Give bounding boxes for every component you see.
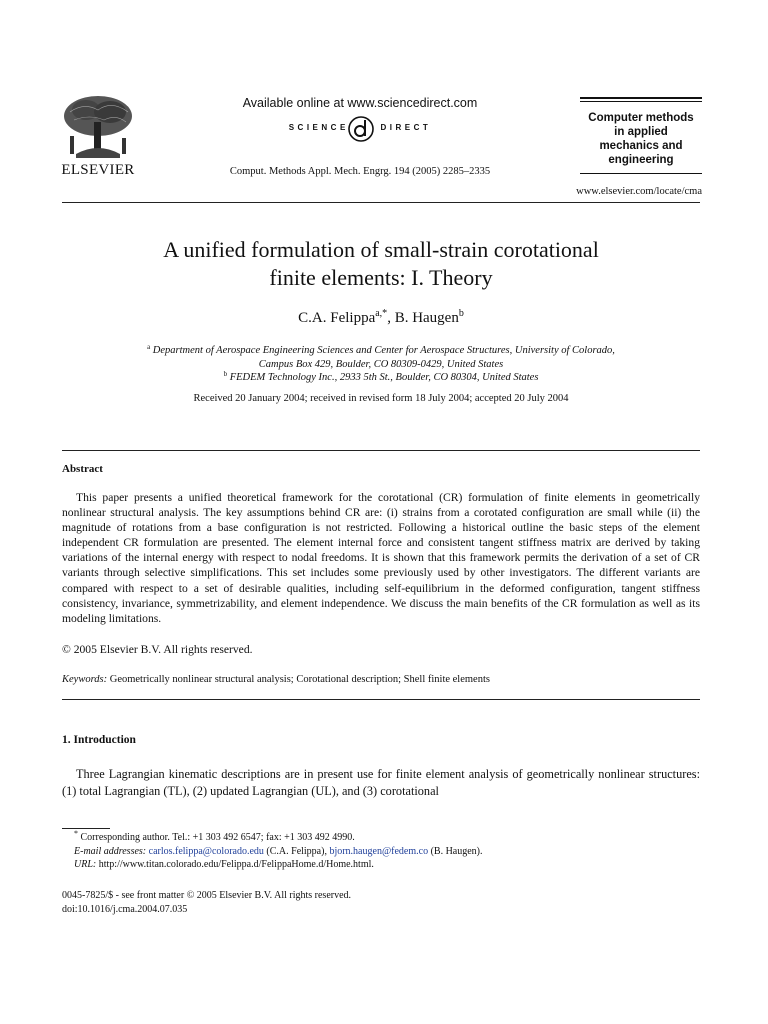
footnote-rule [62,828,110,829]
section-1-heading: 1. Introduction [62,734,136,746]
footnotes [62,828,700,872]
affiliation-b-mark: b [223,369,228,378]
journal-title: Computer methods in applied mechanics and engineering [588,112,694,166]
abstract-bottom-rule [62,699,700,700]
affiliation-b-text: FEDEM Technology Inc., 2933 5th St., Boulder, CO 80304, United States [229,372,539,383]
homepage-url-link[interactable]: http://www.titan.colorado.edu/Felippa.d/FelippaHome.d/Home.html. [98,859,374,870]
elsevier-logo [56,92,140,178]
journal-url-link[interactable]: www.elsevier.com/locate/cma [576,186,702,197]
journal-title-rule-bottom [580,173,702,174]
sciencedirect-logo [230,114,490,144]
journal-title-rule-top [580,97,702,99]
keywords-label: Keywords: [62,674,108,685]
author-felippa: C.A. Felippa [298,310,376,326]
journal-reference: Comput. Methods Appl. Mech. Engrg. 194 (2005) 2285–2335 [229,166,491,177]
footnote-corresponding [62,828,700,845]
footer-doi: doi:10.1016/j.cma.2004.07.035 [62,904,188,915]
affiliation-b [62,371,700,385]
abstract-heading: Abstract [62,463,103,475]
email-haugen-link[interactable]: bjorn.haugen@fedem.co [329,845,429,857]
affiliation-a-line-1: Department of Aerospace Engineering Sciences and Center for Aerospace Structures, University of Colorado, [152,345,615,356]
footer-issn: 0045-7825/$ - see front matter © 2005 Elsevier B.V. All rights reserved. [62,890,352,901]
affiliations [62,344,700,385]
footnote-mark: * [74,828,78,838]
footer [62,889,700,917]
author-haugen: B. Haugen [394,310,459,326]
article-title-line-2: finite elements: I. Theory [269,265,493,290]
elsevier-wordmark: ELSEVIER [61,162,135,178]
article-title-line-1: A unified formulation of small-strain corotational [163,237,599,262]
email-felippa-link[interactable]: carlos.felippa@colorado.edu [148,845,264,857]
available-online-text: Available online at www.sciencedirect.com [242,96,478,110]
header-rule [62,202,700,203]
email-label: E-mail addresses: [74,845,147,857]
abstract-copyright: © 2005 Elsevier B.V. All rights reserved. [62,643,253,656]
footnote-corresponding-text: Corresponding author. Tel.: +1 303 492 6547; fax: +1 303 492 4990. [80,832,355,843]
email-haugen-name: (B. Haugen). [428,845,483,857]
affiliation-a-mark: a [147,342,151,351]
footnote-url [62,858,700,872]
journal-title-block [580,97,702,174]
author-haugen-marks: b [458,308,464,319]
abstract-body: This paper presents a unified theoretical framework for the corotational (CR) formulation of finite elements in geometrically nonlinear structural analysis. The key assumptions behind CR are: (i) strains from a corotated configuration are small while (ii) the magnitude of rotations from a base configuration is not restricted. Following a historical outline the basic steps of the element independent CR formulation are presented. The element internal force and consistent tangent stiffness matrix are derived by taking variations of the internal energy with respect to nodal freedoms. It is shown that this framework permits the derivation of a set of CR variants through selective simplifications. This set includes some previously used by other investigators. The different variants are compared with respect to a set of desirable qualities, including self-equilibrium in the deformed configuration, tangent stiffness consistency, invariance, symmetrizability, and element independence. We discuss the main benefits of the CR formulation as well as its modeling limitations. [62,491,700,625]
sciencedirect-at-icon [346,114,376,144]
url-label: URL: [74,859,97,870]
received-dates: Received 20 January 2004; received in revised form 18 July 2004; accepted 20 July 2004 [193,393,569,404]
article-title [62,236,700,292]
abstract-top-rule [62,450,700,451]
footnote-emails [62,845,700,859]
author-separator: , [387,310,395,326]
journal-title-rule-top-2 [580,101,702,102]
section-1-body: Three Lagrangian kinematic descriptions are in present use for finite element analysis of geometrically nonlinear structures: (1) total Lagrangian (TL), (2) updated Lagrangian (UL), and (3) corotational [62,767,700,798]
author-felippa-marks: a,* [375,308,388,319]
keywords-list: Geometrically nonlinear structural analysis; Corotational description; Shell finite elements [109,674,490,685]
affiliation-a [62,344,700,358]
elsevier-tree-icon [56,92,140,164]
sciencedirect-logo-text: SCIENCE DIRECT [288,123,432,132]
authors [62,310,700,327]
email-felippa-name: (C.A. Felippa), [263,845,330,857]
keywords-line [62,674,700,685]
affiliation-a-line-2: Campus Box 429, Boulder, CO 80309-0429, United States [258,358,504,370]
